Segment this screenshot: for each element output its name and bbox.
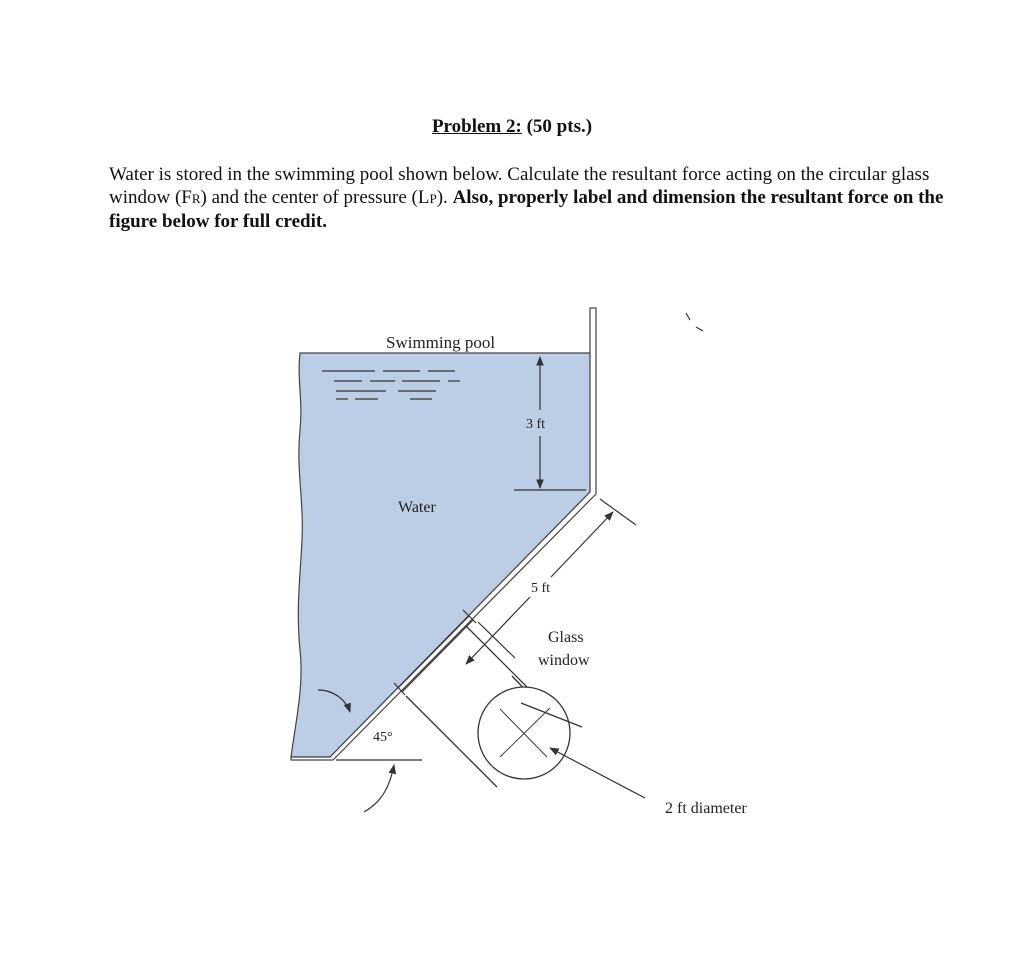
pool-label: Swimming pool xyxy=(386,333,496,352)
lp-subscript: P xyxy=(429,191,437,206)
depth-label: 3 ft xyxy=(526,417,546,432)
statement-part3: ). xyxy=(436,187,448,208)
angle-reference xyxy=(336,760,422,812)
diameter-label: 2 ft diameter xyxy=(665,800,747,817)
statement-part2: ) and the center of pressure (L xyxy=(200,187,430,208)
diameter-leader xyxy=(550,748,645,798)
window-label-line1: Glass xyxy=(548,629,584,646)
fr-subscript: R xyxy=(191,191,201,206)
statement-bold: Also, properly label and dimension the resultant force on the figure below for full credit. xyxy=(109,187,944,232)
stray-mark xyxy=(686,313,703,331)
statement-part1: Water is stored in the swimming pool shown below. Calculate the resultant force acting on the circular glass window (F xyxy=(109,164,930,208)
problem-label: Problem 2: xyxy=(431,116,522,137)
slant-label: 5 ft xyxy=(531,581,551,596)
problem-points: (50 pts.) xyxy=(526,116,593,137)
angle-label: 45° xyxy=(373,730,393,745)
water-label: Water xyxy=(398,499,436,516)
window-label-line2: window xyxy=(538,652,590,669)
